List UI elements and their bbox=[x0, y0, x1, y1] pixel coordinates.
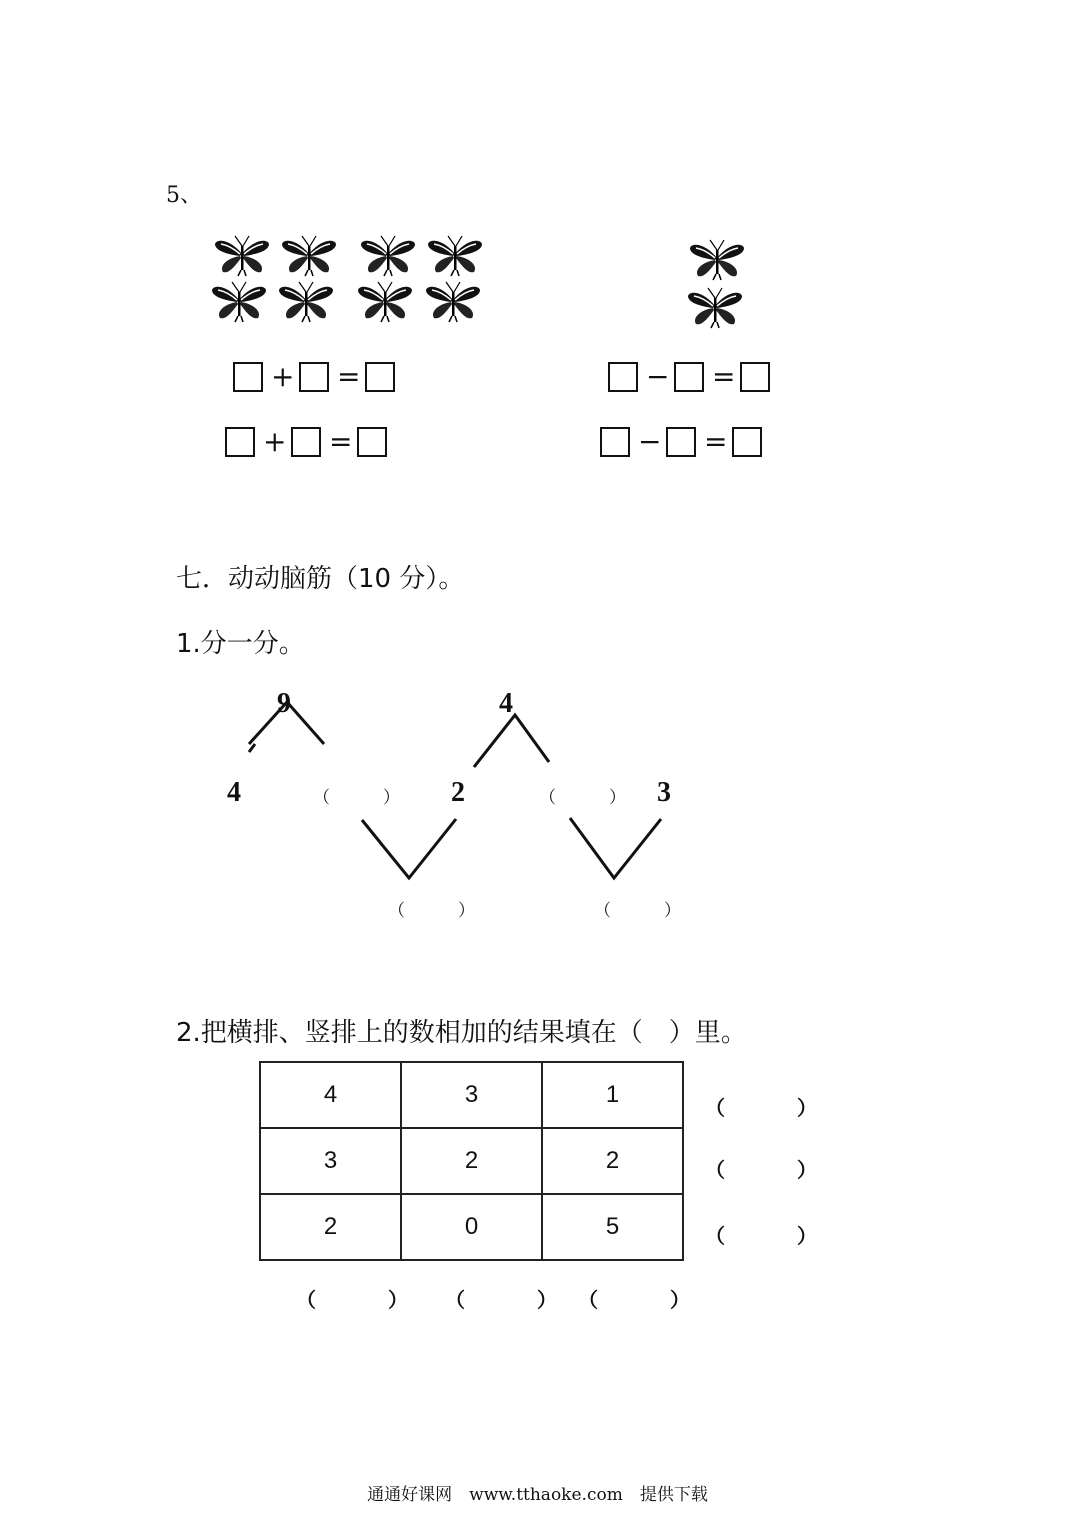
minus-sign: − bbox=[646, 360, 670, 393]
equals-sign: = bbox=[712, 360, 736, 393]
tree-line bbox=[362, 819, 456, 878]
answer-blank[interactable]: （ ） bbox=[539, 788, 644, 808]
butterfly-icon bbox=[358, 282, 412, 322]
butterfly-icon bbox=[282, 236, 336, 276]
question-title: 2.把横排、竖排上的数相加的结果填在（ ）里。 bbox=[176, 1018, 747, 1048]
grid-cell: 5 bbox=[542, 1194, 683, 1260]
tree-line bbox=[570, 818, 661, 878]
butterfly-icon bbox=[215, 236, 269, 276]
answer-box[interactable] bbox=[291, 427, 321, 457]
question-title: 1.分一分。 bbox=[176, 629, 305, 659]
tree-top-number: 4 bbox=[499, 688, 513, 719]
plus-sign: + bbox=[263, 425, 287, 458]
butterfly-icon bbox=[212, 282, 266, 322]
equals-sign: = bbox=[329, 425, 353, 458]
column-sum-blank[interactable]: （ ） bbox=[578, 1288, 716, 1312]
answer-box[interactable] bbox=[233, 362, 263, 392]
answer-box[interactable] bbox=[674, 362, 704, 392]
answer-box[interactable] bbox=[732, 427, 762, 457]
column-sum-blank[interactable]: （ ） bbox=[296, 1288, 434, 1312]
grid-cell: 4 bbox=[260, 1062, 401, 1128]
page-footer: 通通好课网 www.tthaoke.com 提供下载 bbox=[367, 1485, 708, 1505]
equation-row bbox=[233, 362, 395, 392]
tree-top-number: 9 bbox=[277, 688, 291, 719]
answer-box[interactable] bbox=[365, 362, 395, 392]
row-sum-blank[interactable]: （ ） bbox=[705, 1096, 843, 1120]
row-sum-blank[interactable]: （ ） bbox=[705, 1158, 843, 1182]
question-number: 5、 bbox=[166, 183, 202, 208]
grid-cell: 2 bbox=[542, 1128, 683, 1194]
answer-blank[interactable]: （ ） bbox=[313, 788, 418, 808]
answer-box[interactable] bbox=[608, 362, 638, 392]
equals-sign: = bbox=[704, 425, 728, 458]
butterfly-icon bbox=[688, 288, 742, 328]
tree-top-number: 3 bbox=[657, 777, 671, 808]
answer-box[interactable] bbox=[299, 362, 329, 392]
butterfly-icon bbox=[428, 236, 482, 276]
answer-blank[interactable]: （ ） bbox=[594, 901, 699, 921]
number-split-diagram bbox=[0, 680, 1075, 940]
plus-sign: + bbox=[271, 360, 295, 393]
equals-sign: = bbox=[337, 360, 361, 393]
answer-box[interactable] bbox=[666, 427, 696, 457]
table-row bbox=[260, 1128, 683, 1194]
grid-cell: 3 bbox=[401, 1062, 542, 1128]
tree-branch-number: 4 bbox=[227, 777, 241, 808]
equation-row bbox=[608, 362, 770, 392]
equation-row bbox=[600, 427, 762, 457]
number-grid bbox=[259, 1061, 684, 1261]
section-title: 七．动动脑筋（10 分）。 bbox=[176, 564, 465, 594]
minus-sign: − bbox=[638, 425, 662, 458]
answer-box[interactable] bbox=[740, 362, 770, 392]
butterfly-illustration bbox=[0, 0, 1075, 340]
butterfly-icon bbox=[426, 282, 480, 322]
grid-cell: 2 bbox=[260, 1194, 401, 1260]
tree-line bbox=[249, 744, 255, 752]
row-sum-blank[interactable]: （ ） bbox=[705, 1224, 843, 1248]
grid-cell: 2 bbox=[401, 1128, 542, 1194]
butterfly-icon bbox=[279, 282, 333, 322]
answer-box[interactable] bbox=[600, 427, 630, 457]
grid-cell: 0 bbox=[401, 1194, 542, 1260]
butterfly-icon bbox=[361, 236, 415, 276]
table-row bbox=[260, 1062, 683, 1128]
grid-cell: 3 bbox=[260, 1128, 401, 1194]
answer-box[interactable] bbox=[225, 427, 255, 457]
answer-box[interactable] bbox=[357, 427, 387, 457]
butterfly-icon bbox=[690, 240, 744, 280]
tree-line bbox=[474, 715, 549, 767]
equation-row bbox=[225, 427, 387, 457]
column-sum-blank[interactable]: （ ） bbox=[445, 1288, 583, 1312]
tree-branch-number: 2 bbox=[451, 777, 465, 808]
table-row bbox=[260, 1194, 683, 1260]
answer-blank[interactable]: （ ） bbox=[388, 901, 493, 921]
grid-cell: 1 bbox=[542, 1062, 683, 1128]
